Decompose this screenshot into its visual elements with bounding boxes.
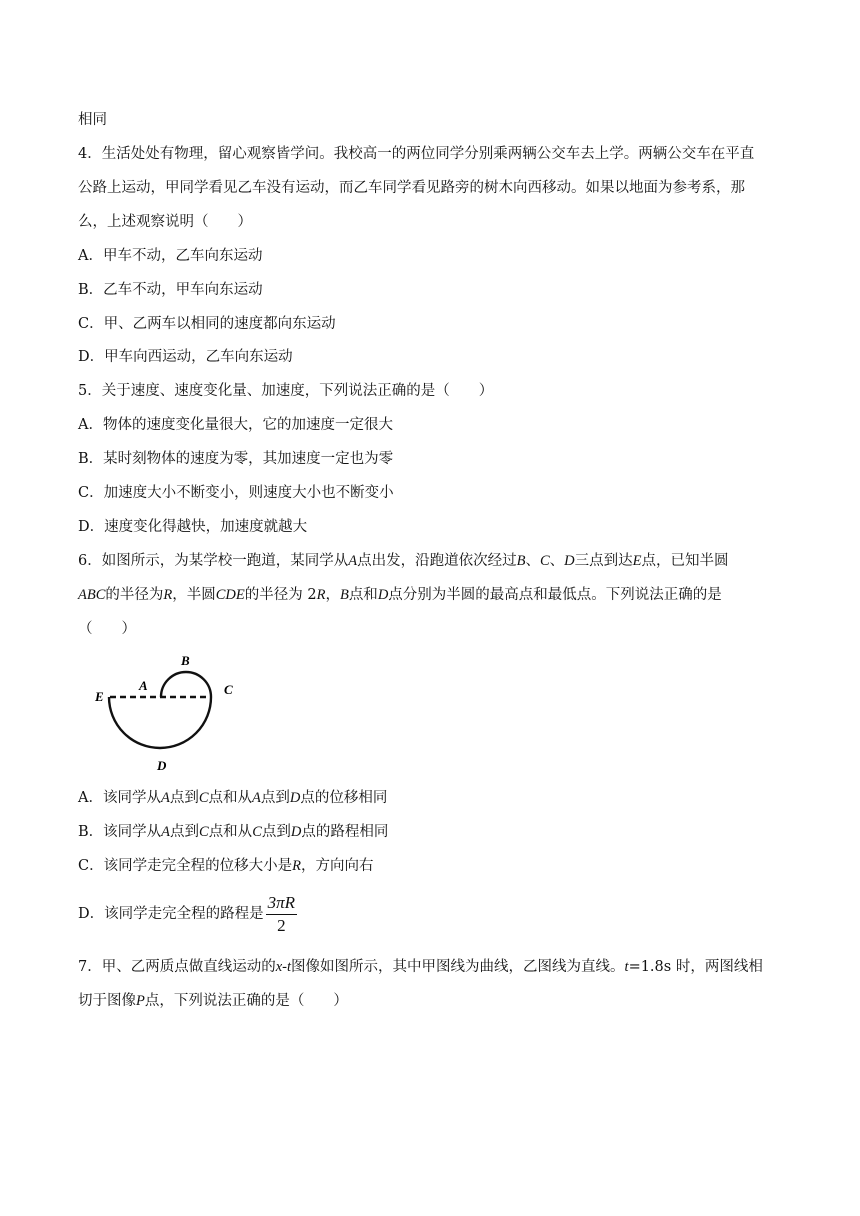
question-4-option-a: A．甲车不动，乙车向东运动 [78, 248, 263, 264]
question-4-stem-line-1: 4．生活处处有物理，留心观察皆学问。我校高一的两位同学分别乘两辆公交车去上学。两辆公交车在平直 [78, 146, 755, 162]
question-4-stem-line-2: 公路上运动，甲同学看见乙车没有运动，而乙车同学看见路旁的树木向西移动。如果以地面为参考系，那 [78, 180, 745, 196]
question-4-stem-line-3: 么，上述观察说明（ ） [78, 214, 252, 230]
continuation-text: 相同 [78, 112, 107, 128]
question-6-option-c: C．该同学走完全程的位移大小是R，方向向右 [78, 858, 374, 874]
label-c: C [224, 682, 233, 697]
question-5-option-c: C．加速度大小不断变小，则速度大小也不断变小 [78, 485, 394, 501]
track-diagram [90, 650, 250, 775]
large-semicircle-cde [109, 697, 211, 748]
question-5-option-b: B．某时刻物体的速度为零，其加速度一定也为零 [78, 451, 394, 467]
question-5-stem: 5．关于速度、速度变化量、加速度，下列说法正确的是（ ） [78, 383, 494, 399]
label-b: B [181, 653, 190, 668]
fraction-3pir-over-2: $\frac{3\pi R}{2}$ [267, 892, 296, 935]
question-6-option-d: D．该同学走完全程的路程是 $\frac{3\pi R}{2}$ [78, 892, 296, 935]
small-semicircle-abc [161, 672, 211, 697]
question-6-option-a: A．该同学从A点到C点和从A点到D点的位移相同 [78, 790, 388, 806]
question-4-option-c: C．甲、乙两车以相同的速度都向东运动 [78, 316, 336, 332]
label-d: D [157, 758, 167, 773]
question-5-option-d: D．速度变化得越快，加速度就越大 [78, 519, 308, 535]
question-7-stem-line-2: 切于图像P点，下列说法正确的是（ ） [78, 993, 348, 1009]
question-6-stem-line-3: （ ） [78, 621, 136, 637]
question-4-option-b: B．乙车不动，甲车向东运动 [78, 282, 263, 298]
question-6-stem-line-1: 6．如图所示，为某学校一跑道，某同学从A点出发，沿跑道依次经过B、C、D三点到达E点，已知半圆 [78, 553, 729, 569]
label-e: E [95, 689, 104, 704]
question-7-stem-line-1: 7．甲、乙两质点做直线运动的x-t图像如图所示，其中甲图线为曲线，乙图线为直线。t=1.8s 时，两图线相 [78, 959, 763, 975]
question-6-stem-line-2: ABC的半径为R，半圆CDE的半径为 2R，B点和D点分别为半圆的最高点和最低点。下列说法正确的是 [78, 587, 722, 603]
question-6-option-b: B．该同学从A点到C点和从C点到D点的路程相同 [78, 824, 389, 840]
label-a: A [139, 678, 148, 693]
question-5-option-a: A．物体的速度变化量很大，它的加速度一定很大 [78, 417, 393, 433]
question-4-option-d: D．甲车向西运动，乙车向东运动 [78, 349, 293, 365]
